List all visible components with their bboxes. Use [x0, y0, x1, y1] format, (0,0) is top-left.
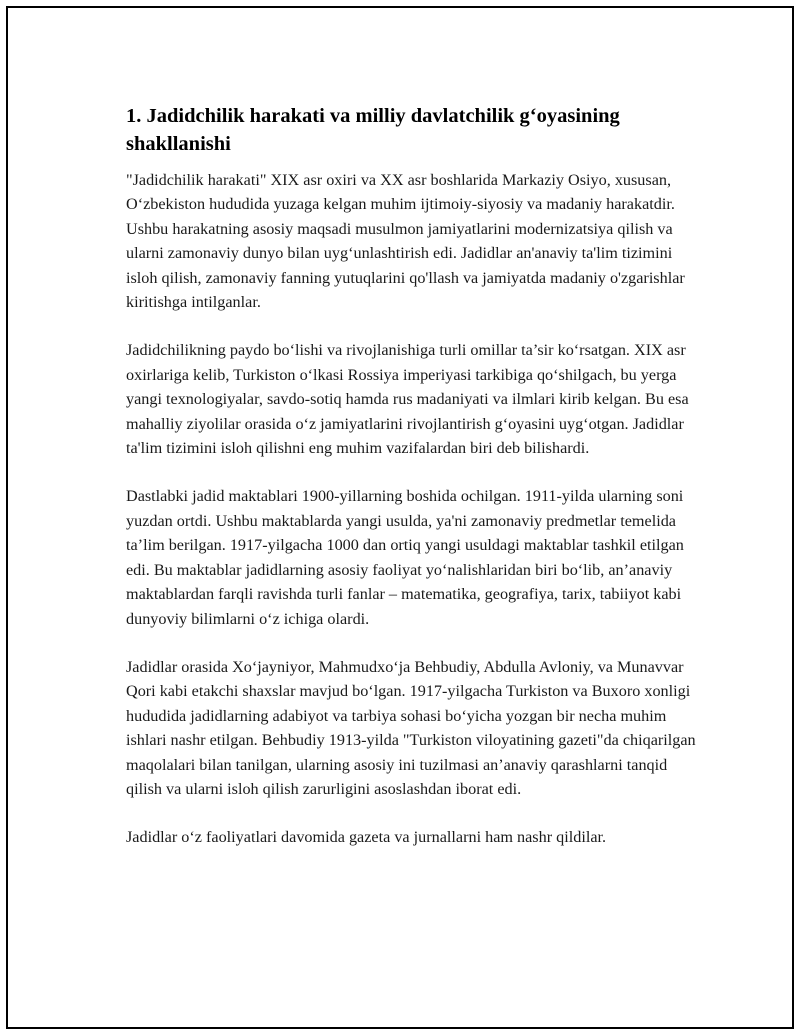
document-title: 1. Jadidchilik harakati va milliy davlatchilik g‘oyasining shakllanishi — [126, 105, 620, 155]
paragraph-2: Jadidchilikning paydo bo‘lishi va rivojlanishiga turli omillar ta’sir ko‘rsatgan. XIX asr oxirlariga kelib, Turkiston o‘lkasi Rossiya imperiyasi tarkibiga qo‘shilgach, bu yerga yangi texnologiyalar, savdo-sotiq hamda rus madaniyati va ilmlari kirib kelgan. Bu esa mahalliy ziyolilar orasida o‘z jamiyatlarini rivojlantirish g‘oyasini uyg‘otgan. Jadidlar ta'lim tizimini isloh qilishni eng muhim vazifalardan biri deb bilishardi. — [126, 341, 689, 458]
document-body — [126, 102, 696, 874]
paragraph-3: Dastlabki jadid maktablari 1900-yillarning boshida ochilgan. 1911-yilda ularning soni yuzdan ortdi. Ushbu maktablarda yangi usulda, ya'ni zamonaviy predmetlar temelida ta’lim berilgan. 1917-yilgacha 1000 dan ortiq yangi usuldagi maktablar tashkil etilgan edi. Bu maktablar jadidlarning asosiy faoliyat yo‘nalishlaridan biri bo‘lib, an’anaviy maktablardan farqli ravishda turli fanlar – matematika, geografiya, tarix, tabiiyot kabi dunyoviy bilimlarni o‘z ichiga olardi. — [126, 487, 684, 628]
paragraph-5: Jadidlar o‘z faoliyatlari davomida gazeta va jurnallarni ham nashr qildilar. — [126, 828, 607, 847]
paragraph-1: "Jadidchilik harakati" XIX asr oxiri va XX asr boshlarida Markaziy Osiyo, xususan, O‘zbekiston hududida yuzaga kelgan muhim ijtimoiy-siyosiy va madaniy harakatdir. Ushbu harakatning asosiy maqsadi musulmon jamiyatlarini modernizatsiya qilish va ularni zamonaviy dunyo bilan uyg‘unlashtirish edi. Jadidlar an'anaviy ta'lim tizimini isloh qilish, zamonaviy fanning yutuqlarini qo'llash va jamiyatda madaniy o'zgarishlar kiritishga intilganlar. — [126, 171, 685, 312]
paragraph-4: Jadidlar orasida Xo‘jayniyor, Mahmudxo‘ja Behbudiy, Abdulla Avloniy, va Munavvar Qori kabi etakchi shaxslar mavjud bo‘lgan. 1917-yilgacha Turkiston va Buxoro xonligi hududida jadidlarning adabiyot va tarbiya sohasi bo‘yicha yozgan bir necha muhim ishlari nashr etilgan. Behbudiy 1913-yilda "Turkiston viloyatining gazeti"da chiqarilgan maqolalari bilan tanilgan, ularning asosiy ini tuzilmasi an’anaviy qarashlarni tanqid qilish va ularni isloh qilish zarurligini asoslashdan iborat edi. — [126, 657, 696, 798]
page-frame — [6, 6, 794, 1029]
